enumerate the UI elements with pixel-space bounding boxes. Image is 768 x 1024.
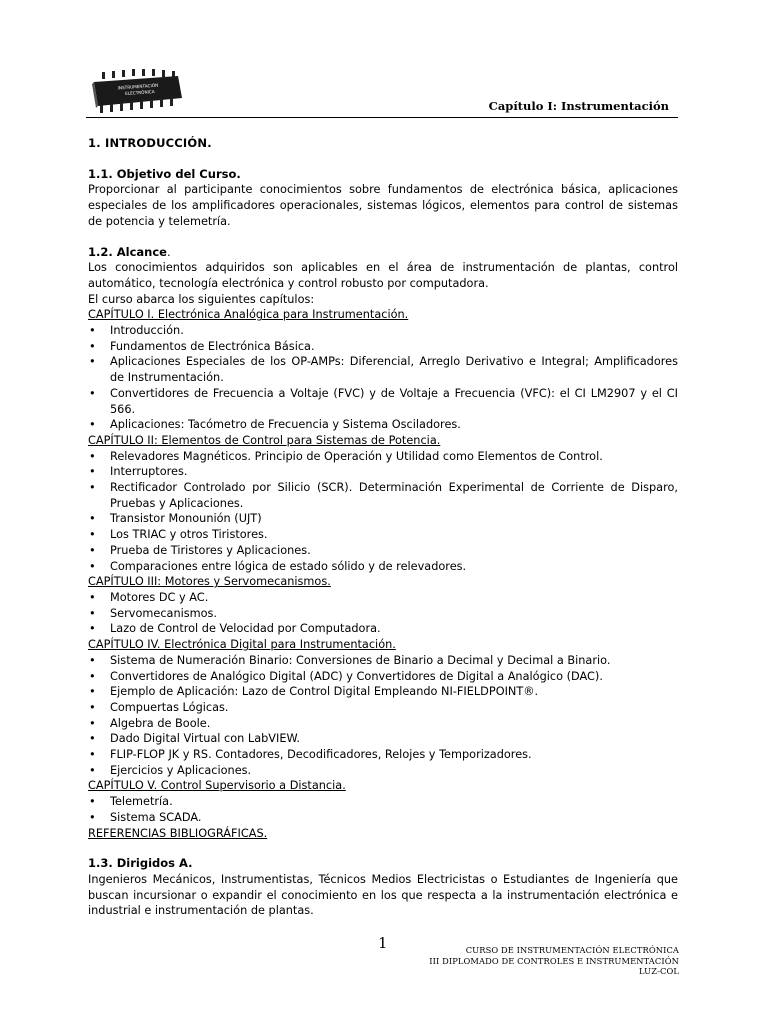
chapter-3-list [88, 590, 678, 637]
list-item: • Telemetría. [88, 794, 678, 810]
chapter-title-3: CAPÍTULO III: Motores y Servomecanismos. [88, 575, 331, 589]
chapter-2-list [88, 449, 678, 575]
list-item: • Interruptores. [88, 464, 678, 480]
chapter-4-list [88, 653, 678, 779]
list-item: • Compuertas Lógicas. [88, 700, 678, 716]
list-item: • Algebra de Boole. [88, 716, 678, 732]
list-item: • Convertidores de Frecuencia a Voltaje (FVC) y de Voltaje a Frecuencia (VFC): el CI LM2907 y el CI 566. [88, 386, 678, 417]
section-heading-objetivo: 1.1. Objetivo del Curso. [88, 166, 241, 181]
list-item: • Sistema SCADA. [88, 810, 678, 826]
chapters-intro: El curso abarca los siguientes capítulos: [88, 292, 315, 306]
list-item: • Ejercicios y Aplicaciones. [88, 763, 678, 779]
chapter-title-2: CAPÍTULO II: Elementos de Control para Sistemas de Potencia. [88, 433, 441, 447]
document-body [88, 136, 678, 919]
objetivo-paragraph: Proporcionar al participante conocimientos sobre fundamentos de electrónica básica, aplicaciones especiales de los amplificadores operacionales, sistemas lógicos, elementos para control de sistemas de potencia y telemetría. [88, 183, 678, 228]
dirigidos-paragraph: Ingenieros Mecánicos, Instrumentistas, Técnicos Medios Electricistas o Estudiantes de Ingeniería que buscan incursionar o expandir el conocimiento en los que respecta a la instrumentación electrónica e industrial e instrumentación de plantas. [88, 872, 678, 918]
list-item: • Convertidores de Analógico Digital (ADC) y Convertidores de Digital a Analógico (DAC). [88, 669, 678, 685]
alcance-heading-dot: . [166, 244, 171, 259]
chapter-1-list [88, 323, 678, 433]
chapter-title-4: CAPÍTULO IV. Electrónica Digital para Instrumentación. [88, 638, 396, 652]
chapter-title-1: CAPÍTULO I. Electrónica Analógica para Instrumentación. [88, 308, 409, 322]
page-number: 1 [378, 934, 388, 952]
list-item: • Fundamentos de Electrónica Básica. [88, 339, 678, 355]
logo-text-line2: ELECTRÓNICA [125, 88, 155, 97]
chapter-header-title: Capítulo I: Instrumentación [488, 99, 669, 113]
list-item: • Rectificador Controlado por Silicio (SCR). Determinación Experimental de Corriente de Disparo, Pruebas y Aplicaciones. [88, 480, 678, 511]
logo-text-line1: INSTRUMENTACIÓN [117, 82, 159, 91]
list-item: • Sistema de Numeración Binario: Conversiones de Binario a Decimal y Decimal a Binario. [88, 653, 678, 669]
footer-line-1: CURSO DE INSTRUMENTACIÓN ELECTRÓNICA [465, 945, 679, 955]
list-item: • Ejemplo de Aplicación: Lazo de Control Digital Empleando NI-FIELDPOINT®. [88, 684, 678, 700]
alcance-heading-text: 1.2. Alcance [88, 244, 167, 259]
list-item: • Aplicaciones Especiales de los OP-AMPs: Diferencial, Arreglo Derivativo e Integral; Amplificadores de Instrumentación. [88, 354, 678, 385]
references-heading: REFERENCIAS BIBLIOGRÁFICAS. [88, 826, 268, 840]
list-item: • Los TRIAC y otros Tiristores. [88, 527, 678, 543]
list-item: • Comparaciones entre lógica de estado sólido y de relevadores. [88, 559, 678, 575]
list-item: • Relevadores Magnéticos. Principio de Operación y Utilidad como Elementos de Control. [88, 449, 678, 465]
ic-chip-logo [88, 68, 184, 114]
chapter-5-list [88, 794, 678, 825]
list-item: • Servomecanismos. [88, 606, 678, 622]
section-heading-introduccion: 1. INTRODUCCIÓN. [88, 136, 212, 150]
list-item: • Transistor Monounión (UJT) [88, 511, 678, 527]
alcance-paragraph: Los conocimientos adquiridos son aplicables en el área de instrumentación de plantas, control automático, tecnología electrónica y control robusto por computadora. [88, 261, 678, 290]
section-heading-dirigidos: 1.3. Dirigidos A. [88, 856, 193, 871]
list-item: • Lazo de Control de Velocidad por Computadora. [88, 621, 678, 637]
header-divider [86, 117, 678, 118]
list-item: • Introducción. [88, 323, 678, 339]
chapter-title-5: CAPÍTULO V. Control Supervisorio a Distancia. [88, 779, 346, 793]
list-item: • Prueba de Tiristores y Aplicaciones. [88, 543, 678, 559]
list-item: • Dado Digital Virtual con LabVIEW. [88, 731, 678, 747]
list-item: • FLIP-FLOP JK y RS. Contadores, Decodificadores, Relojes y Temporizadores. [88, 747, 678, 763]
footer-line-3: LUZ-COL [639, 966, 679, 976]
section-heading-alcance [88, 245, 678, 261]
footer-line-2: III DIPLOMADO DE CONTROLES E INSTRUMENTACIÓN [429, 955, 679, 966]
footer-course-info [429, 945, 679, 977]
list-item: • Aplicaciones: Tacómetro de Frecuencia y Sistema Osciladores. [88, 417, 678, 433]
list-item: • Motores DC y AC. [88, 590, 678, 606]
